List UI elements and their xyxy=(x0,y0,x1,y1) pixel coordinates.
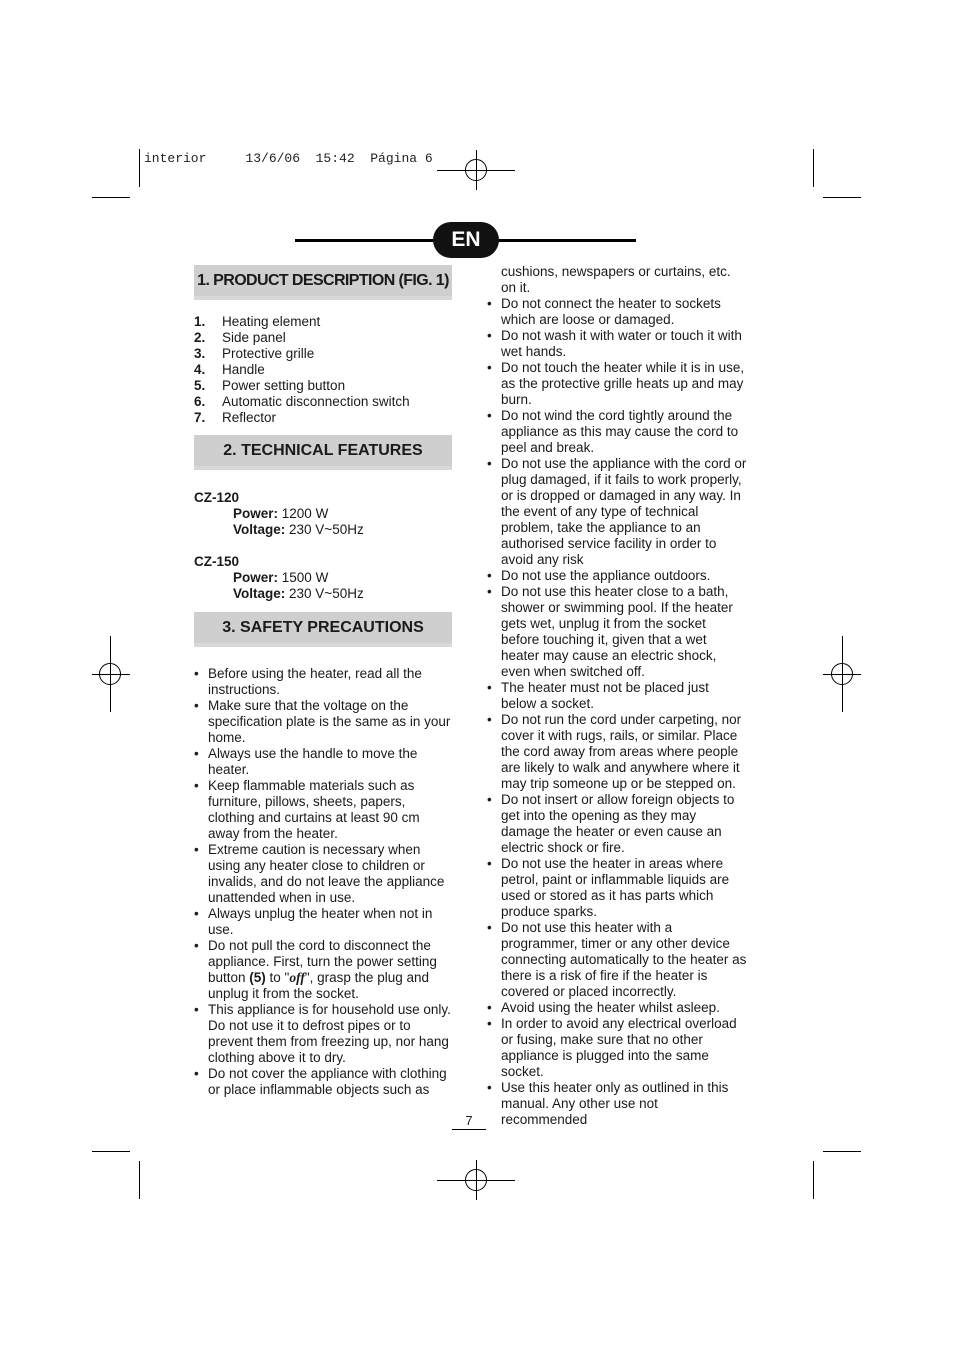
part-number: 7. xyxy=(194,410,206,425)
safety-item: • Avoid using the heater whilst asleep. xyxy=(487,1000,747,1016)
safety-item: • Use this heater only as outlined in this manual. Any other use not recommended xyxy=(487,1080,747,1128)
safety-list-right xyxy=(487,296,747,1128)
safety-item: • Extreme caution is necessary when using any heater close to children or invalids, and do not leave the appliance unattended when in use. xyxy=(194,842,452,906)
safety-item: • Always use the handle to move the heater. xyxy=(194,746,452,778)
safety-item: • Do not connect the heater to sockets which are loose or damaged. xyxy=(487,296,747,328)
header-rule-right xyxy=(497,239,636,242)
part-number: 5. xyxy=(194,378,206,393)
safety-item: • Keep flammable materials such as furniture, pillows, sheets, papers, clothing and curtains at least 90 cm away from the heater. xyxy=(194,778,452,842)
safety-item xyxy=(194,938,452,1002)
product-part-item xyxy=(194,362,454,378)
safety-item: • Do not use the heater in areas where petrol, paint or inflammable liquids are used or stored as it has parts which produce sparks. xyxy=(487,856,747,920)
safety-item: • Before using the heater, read all the instructions. xyxy=(194,666,452,698)
section-title-product-description: 1. PRODUCT DESCRIPTION (FIG. 1) xyxy=(194,265,452,300)
product-part-item xyxy=(194,394,454,410)
crop-mark xyxy=(139,1161,140,1199)
voltage-label: Voltage: xyxy=(233,586,286,601)
voltage-value: 230 V~50Hz xyxy=(289,586,364,601)
section-title-technical-features: 2. TECHNICAL FEATURES xyxy=(194,435,452,470)
safety-item: • Do not use the appliance outdoors. xyxy=(487,568,747,584)
model-code: CZ-120 xyxy=(194,490,240,505)
power-label: Power: xyxy=(233,506,279,521)
part-number: 6. xyxy=(194,394,206,409)
section-title-safety-precautions: 3. SAFETY PRECAUTIONS xyxy=(194,612,452,647)
crop-mark xyxy=(92,197,130,198)
safety-item: • Do not use this heater close to a bath, shower or swimming pool. If the heater gets wet, unplug it from the socket before touching it, given that a wet heater may cause an electric shock, even when switched off. xyxy=(487,584,747,680)
voltage-label: Voltage: xyxy=(233,522,286,537)
part-label: Reflector xyxy=(222,410,277,425)
product-part-item xyxy=(194,410,454,426)
safety-item-fragment: (5) xyxy=(249,970,266,985)
safety-item: • Do not wind the cord tightly around the appliance as this may cause the cord to peel and break. xyxy=(487,408,747,456)
model-code: CZ-150 xyxy=(194,554,240,569)
safety-item-fragment: to " xyxy=(265,970,290,985)
safety-item: • In order to avoid any electrical overload or fusing, make sure that no other appliance is plugged into the same socket. xyxy=(487,1016,747,1080)
safety-item: • Always unplug the heater when not in use. xyxy=(194,906,452,938)
safety-item: • Do not wash it with water or touch it with wet hands. xyxy=(487,328,747,360)
continued-paragraph: cushions, newspapers or curtains, etc. on it. xyxy=(501,264,731,295)
voltage-value: 230 V~50Hz xyxy=(289,522,364,537)
safety-item-fragment: Do not pull the cord to disconnect the appliance. First, turn the power setting button xyxy=(208,938,437,985)
model-spec xyxy=(194,490,364,538)
safety-item: • The heater must not be placed just below a socket. xyxy=(487,680,747,712)
product-part-item xyxy=(194,346,454,362)
safety-item-fragment: ", grasp the plug and unplug it from the socket. xyxy=(208,970,429,1001)
part-number: 4. xyxy=(194,362,206,377)
safety-item: • Do not cover the appliance with clothing or place inflammable objects such as xyxy=(194,1066,452,1098)
crop-mark xyxy=(92,1151,130,1152)
crop-mark xyxy=(823,1151,861,1152)
page-number-rule xyxy=(452,1129,486,1130)
part-label: Protective grille xyxy=(222,346,315,361)
safety-item: • Do not use the appliance with the cord or plug damaged, if it fails to work properly, or is dropped or damaged in any way. In the event of any type of technical problem, take the appliance to an authorised service facility in order to avoid any risk xyxy=(487,456,747,568)
print-slug: interior 13/6/06 15:42 Página 6 xyxy=(144,151,433,166)
power-label: Power: xyxy=(233,570,279,585)
safety-item: • Make sure that the voltage on the specification plate is the same as in your home. xyxy=(194,698,452,746)
safety-item-fragment: off xyxy=(289,970,305,985)
part-number: 1. xyxy=(194,314,206,329)
product-part-item xyxy=(194,378,454,394)
power-value: 1500 W xyxy=(281,570,329,585)
crop-mark xyxy=(823,197,861,198)
crop-mark xyxy=(139,149,140,187)
power-value: 1200 W xyxy=(281,506,329,521)
part-number: 3. xyxy=(194,346,206,361)
language-badge: EN xyxy=(433,222,499,258)
part-label: Automatic disconnection switch xyxy=(222,394,410,409)
safety-item: • Do not run the cord under carpeting, nor cover it with rugs, rails, or similar. Place the cord away from areas where people are likely to walk and anywhere where it may trip someone up or be stepped on. xyxy=(487,712,747,792)
part-label: Handle xyxy=(222,362,265,377)
part-label: Heating element xyxy=(222,314,321,329)
product-part-item xyxy=(194,330,454,346)
product-part-item xyxy=(194,314,454,330)
part-label: Side panel xyxy=(222,330,286,345)
part-number: 2. xyxy=(194,330,206,345)
product-parts-list xyxy=(194,314,454,426)
safety-item: • Do not use this heater with a programmer, timer or any other device connecting automatically to the heater as there is a risk of fire if the heater is covered or placed incorrectly. xyxy=(487,920,747,1000)
crop-mark xyxy=(813,1161,814,1199)
part-label: Power setting button xyxy=(222,378,346,393)
safety-item: • Do not touch the heater while it is in use, as the protective grille heats up and may burn. xyxy=(487,360,747,408)
model-spec xyxy=(194,554,364,602)
header-rule-left xyxy=(295,239,435,242)
safety-item: • This appliance is for household use only. Do not use it to defrost pipes or to prevent them from freezing up, nor hang clothing above it to dry. xyxy=(194,1002,452,1066)
page-number: 7 xyxy=(465,1113,473,1128)
safety-list-left xyxy=(194,666,452,1098)
crop-mark xyxy=(813,149,814,187)
safety-item: • Do not insert or allow foreign objects to get into the opening as they may damage the heater or even cause an electric shock or fire. xyxy=(487,792,747,856)
